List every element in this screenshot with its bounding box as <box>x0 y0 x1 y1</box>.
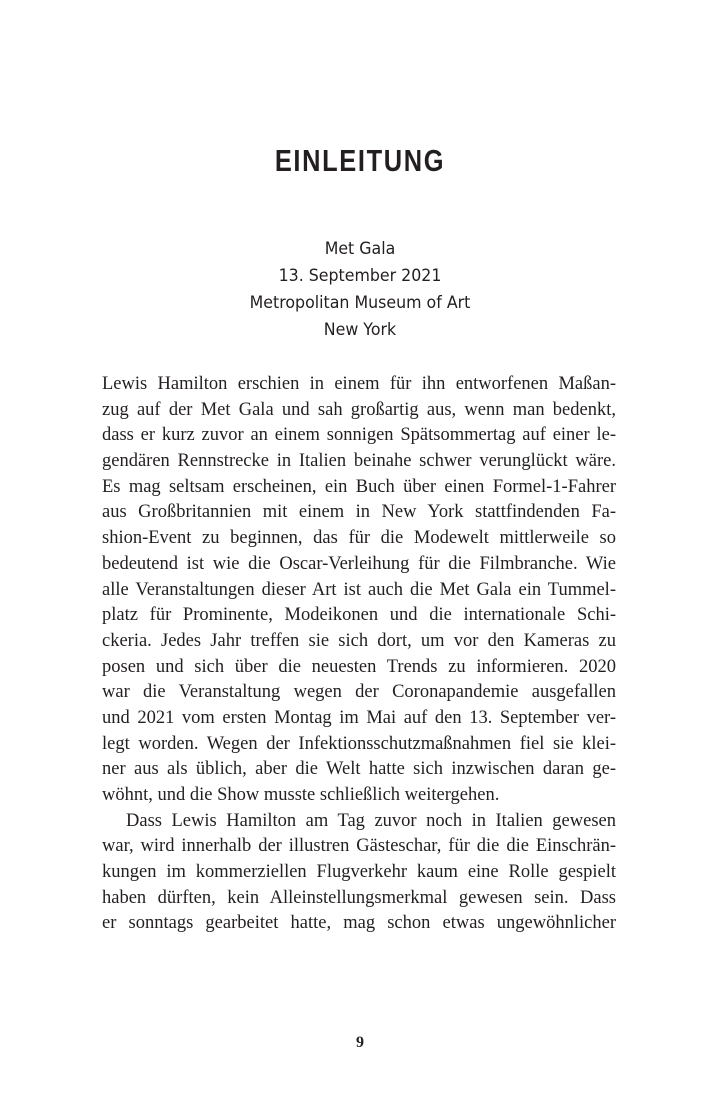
text-line: platz für Prominente, Modeikonen und die internationale Schi- <box>102 605 616 626</box>
text-line: shion-Event zu beginnen, das für die Modewelt mittlerweile so <box>102 528 616 549</box>
text-line: legt worden. Wegen der Infektionsschutzmaßnahmen fiel sie klei- <box>102 733 616 754</box>
dateline <box>0 236 720 344</box>
text-line: zug auf der Met Gala und sah großartig aus, wenn man bedenkt, <box>102 399 616 420</box>
text-line: posen und sich über die neuesten Trends zu informieren. 2020 <box>102 656 616 677</box>
text-line: Es mag seltsam erscheinen, ein Buch über einen Formel-1-Fahrer <box>102 476 616 497</box>
dateline-city: New York <box>323 320 397 340</box>
dateline-date: 13. September 2021 <box>278 266 442 286</box>
text-line: dass er kurz zuvor an einem sonnigen Spätsommertag auf einer le- <box>102 425 616 446</box>
text-line: aus Großbritannien mit einem in New York stattfindenden Fa- <box>102 502 616 523</box>
text-line: Dass Lewis Hamilton am Tag zuvor noch in Italien gewesen <box>126 810 616 831</box>
text-line: und 2021 vom ersten Montag im Mai auf den 13. September ver- <box>102 707 616 728</box>
text-line: gendären Rennstrecke in Italien beinahe schwer verunglückt wäre. <box>102 451 616 472</box>
text-line: war die Veranstaltung wegen der Coronapandemie ausgefallen <box>102 682 616 703</box>
text-line: ner aus als üblich, aber die Welt hatte sich inzwischen daran ge- <box>102 759 616 780</box>
dateline-venue: Metropolitan Museum of Art <box>249 293 471 313</box>
text-line: Lewis Hamilton erschien in einem für ihn entworfenen Maßan- <box>102 374 616 394</box>
text-line: er sonntags gearbeitet hatte, mag schon etwas ungewöhnlicher <box>102 913 616 934</box>
text-line: haben dürften, kein Alleinstellungsmerkmal gewesen sein. Dass <box>102 887 616 908</box>
text-line: ckeria. Jedes Jahr treffen sie sich dort, um vor den Kameras zu <box>102 630 616 651</box>
text-line: alle Veranstaltungen dieser Art ist auch die Met Gala ein Tummel- <box>102 579 616 600</box>
dateline-event: Met Gala <box>324 239 396 259</box>
page-number: 9 <box>356 1034 364 1051</box>
text-line: war, wird innerhalb der illustren Gästeschar, für die die Einschrän- <box>102 836 616 857</box>
text-line: bedeutend ist wie die Oscar-Verleihung für die Filmbranche. Wie <box>102 553 616 574</box>
body-text <box>102 372 616 937</box>
text-line: kungen im kommerziellen Flugverkehr kaum eine Rolle gespielt <box>102 862 616 883</box>
text-line: wöhnt, und die Show musste schließlich weitergehen. <box>102 785 500 805</box>
chapter-title: EINLEITUNG <box>274 143 446 178</box>
